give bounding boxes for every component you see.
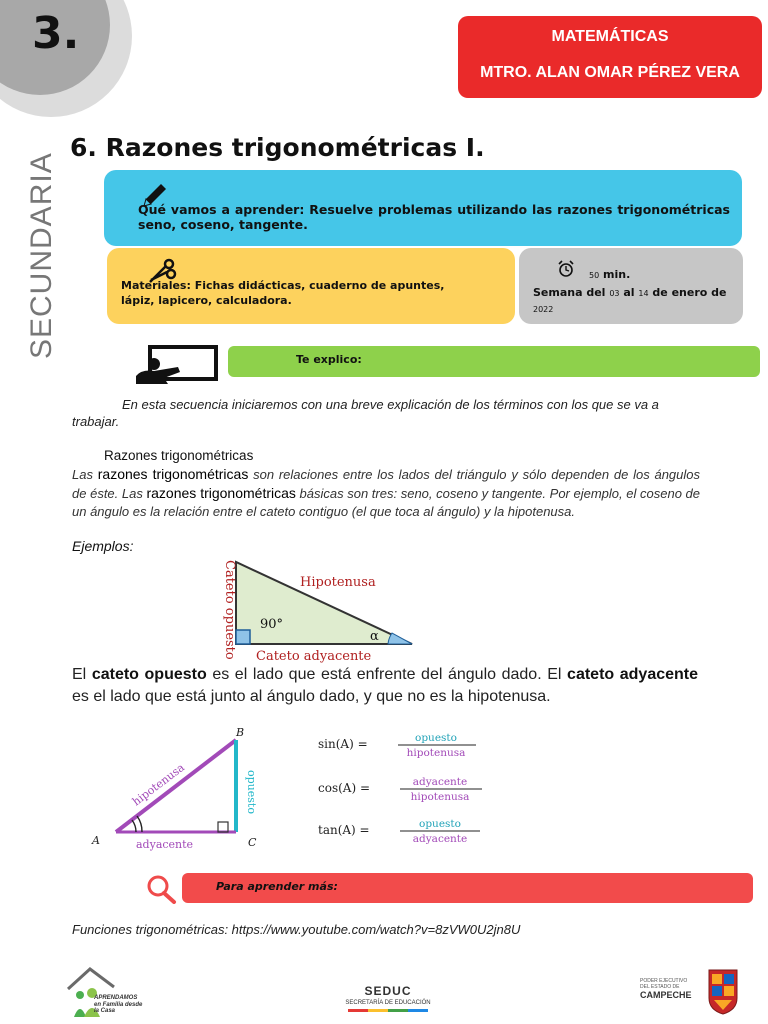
materials-text: Materiales: Fichas didácticas, cuaderno de apuntes, lápiz, lapicero, calculadora.: [121, 279, 445, 307]
label-alpha: α: [370, 629, 379, 644]
te-explico-label: Te explico:: [296, 353, 362, 366]
angle-mark: [388, 633, 412, 644]
aprendamos-text: APRENDAMOS en Familia desde la Casa: [94, 995, 143, 1014]
duration-unit: min.: [603, 268, 631, 281]
trig-formulas: [316, 730, 516, 854]
formula-cos: [318, 776, 482, 803]
triangle-diagram-2: [80, 718, 280, 858]
aprendamos-logo: [66, 965, 158, 1021]
video-link[interactable]: Funciones trigonométricas: https://www.youtube.com/watch?v=8zVW0U2jn8U: [72, 922, 521, 937]
section-number: 3.: [32, 8, 80, 59]
seduc-logo: [338, 984, 438, 1012]
lesson-title: 6. Razones trigonométricas I.: [70, 133, 485, 162]
svg-text:opuesto: opuesto: [415, 732, 457, 744]
vertex-b: B: [236, 726, 245, 739]
campeche-logo: PODER EJECUTIVO DEL ESTADO DE CAMPECHE: [640, 978, 702, 1000]
learn-more-label: Para aprender más:: [216, 880, 338, 893]
learn-text: Qué vamos a aprender: Resuelve problemas utilizando las razones trigonométricas seno, coseno, tangente.: [138, 202, 730, 232]
learn-more-bar: [182, 873, 753, 903]
label-cateto-adyacente: Cateto adyacente: [256, 649, 372, 664]
campeche-crest-icon: [706, 966, 740, 1016]
te-explico-bar: [228, 346, 760, 377]
label-hipotenusa-2: hipotenusa: [129, 760, 187, 809]
label-adyacente-2: adyacente: [136, 838, 194, 851]
intro-paragraph: En esta secuencia iniciaremos con una breve explicación de los términos con los que se va a trabajar.: [72, 397, 659, 429]
definition-paragraph: [72, 465, 700, 521]
definition-part2: son relaciones entre los lados del triángulo y sólo dependen de los ángulos de éste. Las: [72, 467, 701, 501]
cateto-paragraph: [72, 664, 698, 708]
definition-term1: razones trigonométricas: [97, 466, 249, 482]
week-day-end: 14: [638, 289, 649, 298]
learn-box: [104, 170, 742, 246]
side-label-text: SECUNDARIA: [25, 152, 58, 359]
cateto-p2: es el lado que está enfrente del ángulo dado. El: [206, 666, 568, 683]
examples-label: Ejemplos:: [72, 538, 134, 554]
label-cateto-opuesto: Cateto opuesto: [222, 560, 237, 660]
alarm-clock-icon: [557, 260, 575, 278]
svg-text:cos(A) =: cos(A) =: [318, 781, 371, 795]
subject-title: MATEMÁTICAS: [551, 28, 669, 45]
duration-number: 50: [589, 271, 600, 280]
svg-text:sin(A) =: sin(A) =: [318, 737, 368, 751]
label-hipotenusa: Hipotenusa: [300, 575, 376, 590]
cateto-p1: El: [72, 666, 92, 683]
cateto-b1: cateto opuesto: [91, 666, 207, 683]
week-range: [533, 285, 733, 317]
duration: [589, 268, 630, 281]
formula-tan: [318, 818, 480, 845]
definition-part3: básicas son tres: seno, coseno y tangente. Por ejemplo, el coseno de un ángulo es la relación entre el cateto contiguo (el que toca al ángulo) y la hipotenusa.: [72, 486, 700, 519]
formula-sin: [318, 732, 476, 759]
triangle-diagram-1: [212, 554, 422, 664]
svg-text:opuesto: opuesto: [419, 818, 461, 830]
svg-text:tan(A) =: tan(A) =: [318, 823, 370, 837]
cateto-p3: es el lado que está junto al ángulo dado, y que no es la hipotenusa.: [72, 688, 551, 705]
definition-term2: razones trigonométricas: [146, 485, 296, 501]
svg-text:adyacente: adyacente: [412, 833, 468, 845]
presentation-icon: [134, 344, 220, 386]
label-90: 90°: [260, 617, 284, 632]
vertex-a: A: [92, 834, 100, 847]
materials-box: [107, 248, 515, 324]
definition-part1: Las: [72, 467, 98, 482]
seduc-title: SEDUC: [364, 984, 412, 998]
svg-text:hipotenusa: hipotenusa: [406, 747, 466, 759]
seduc-subtitle: SECRETARÍA DE EDUCACIÓN: [345, 1000, 431, 1006]
week-text-a: Semana del: [533, 286, 606, 299]
subject-header: [458, 16, 762, 98]
vertex-c: C: [248, 836, 257, 849]
svg-text:adyacente: adyacente: [412, 776, 468, 788]
week-year: 2022: [533, 305, 554, 314]
subheading: Razones trigonométricas: [104, 448, 254, 463]
week-text-c: de enero de: [652, 286, 727, 299]
cateto-b2: cateto adyacente: [567, 666, 699, 683]
label-opuesto-2: opuesto: [245, 770, 258, 814]
week-day-start: 03: [609, 289, 620, 298]
campeche-text: CAMPECHE: [640, 990, 692, 1000]
search-icon: [146, 874, 178, 904]
seduc-color-bar: [348, 1009, 428, 1012]
side-label: [12, 152, 72, 368]
right-angle-mark: [236, 630, 250, 644]
svg-text:hipotenusa: hipotenusa: [410, 791, 470, 803]
time-box: [519, 248, 743, 324]
triangle-2-hypotenuse: [116, 740, 236, 832]
week-text-b: al: [623, 286, 635, 299]
teacher-name: MTRO. ALAN OMAR PÉREZ VERA: [480, 64, 740, 81]
